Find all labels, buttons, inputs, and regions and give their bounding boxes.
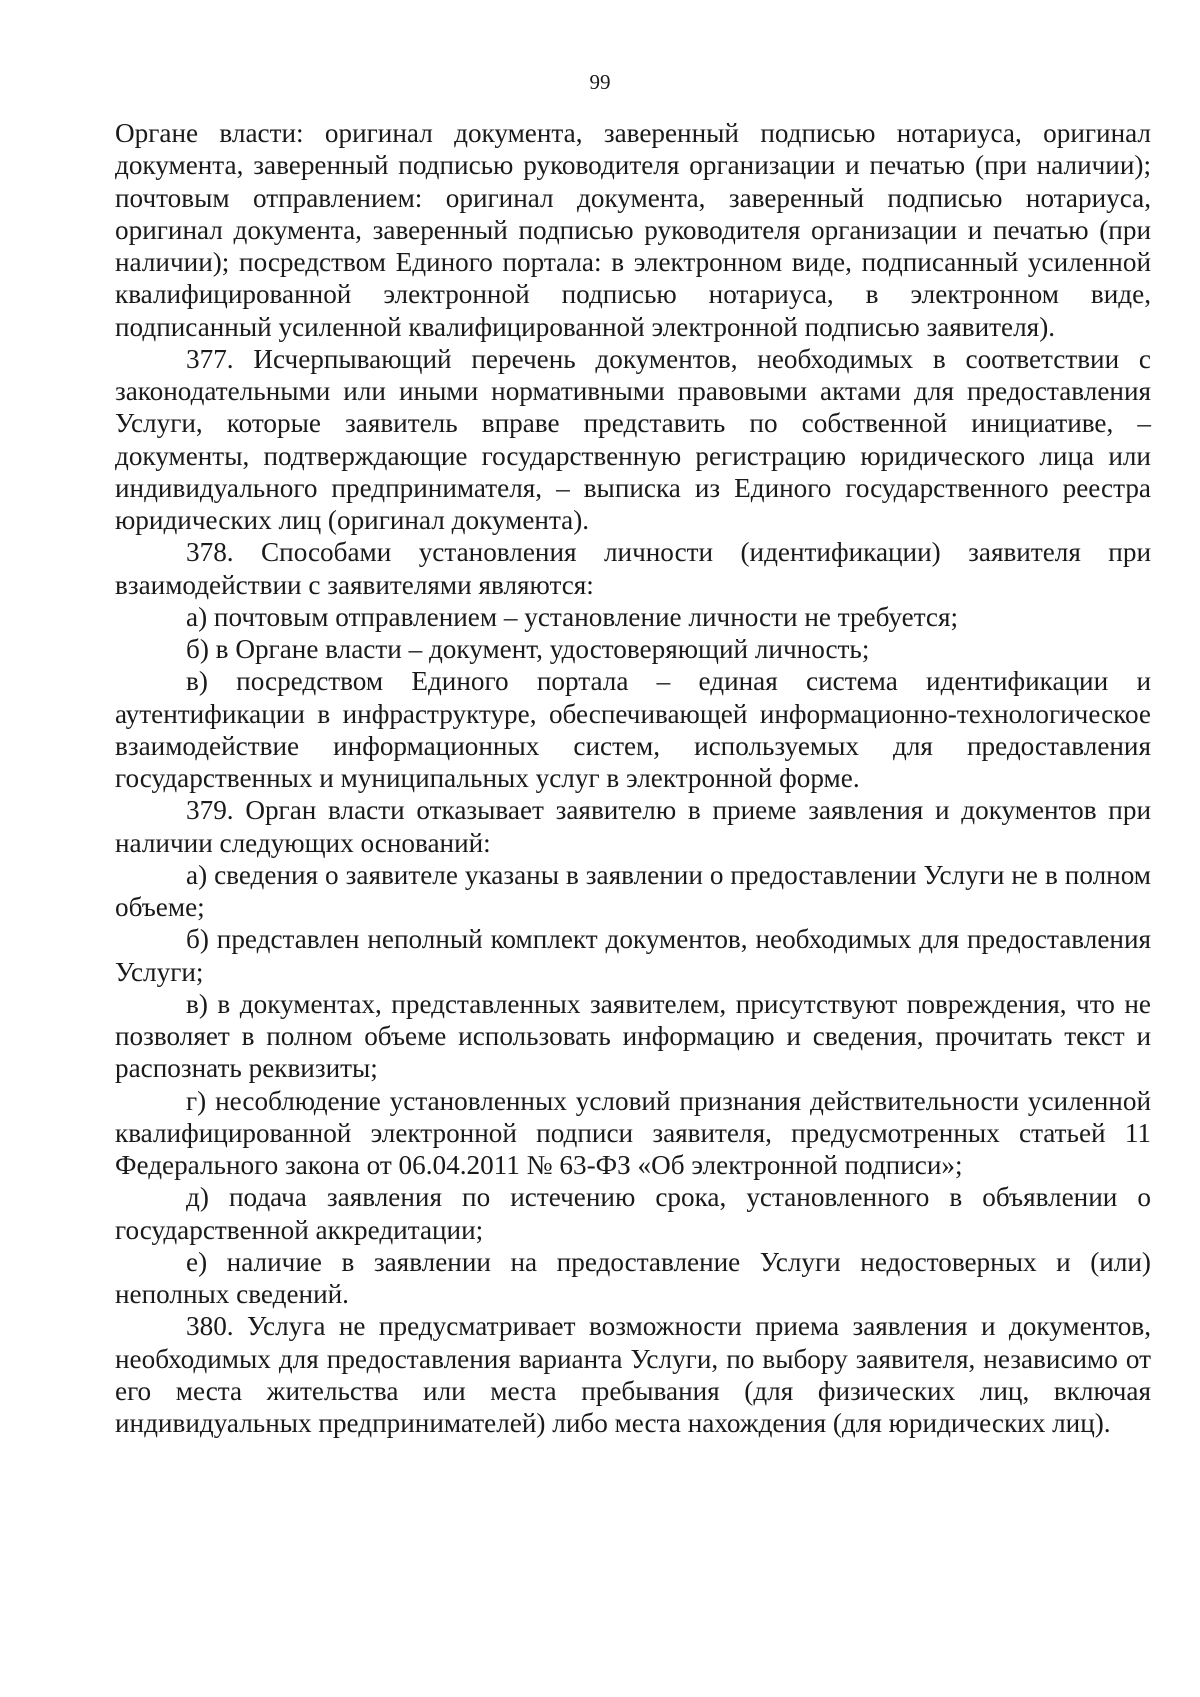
list-item-378-v: в) посредством Единого портала – единая система идентификации и аутентификации в инфраструктуре, обеспечивающей информационно-технологическое взаимодействие информационных систем, используемых для предоставления государственных и муниципальных услуг в электронной форме. [115,666,1151,793]
list-item-379-e: е) наличие в заявлении на предоставление Услуги недостоверных и (или) неполных сведений. [115,1246,1151,1309]
document-body [115,117,1151,1439]
list-item-379-v: в) в документах, представленных заявителем, присутствуют повреждения, что не позволяет в полном объеме использовать информацию и сведения, прочитать текст и распознать реквизиты; [115,988,1151,1084]
paragraph-380: 380. Услуга не предусматривает возможности приема заявления и документов, необходимых для предоставления варианта Услуги, по выбору заявителя, независимо от его места жительства или места пребывания (для физических лиц, включая индивидуальных предпринимателей) либо места нахождения (для юридических лиц). [115,1311,1151,1438]
page-number: 99 [589,70,611,94]
list-item-378-a: а) почтовым отправлением – установление личности не требуется; [186,601,959,632]
paragraph-378: 378. Способами установления личности (идентификации) заявителя при взаимодействии с заявителями являются: [115,537,1151,600]
paragraph-377: 377. Исчерпывающий перечень документов, необходимых в соответствии с законодательными или иными нормативными правовыми актами для предоставления Услуги, которые заявитель вправе представить по собственной инициативе, – документы, подтверждающие государственную регистрацию юридического лица или индивидуального предпринимателя, – выписка из Единого государственного реестра юридических лиц (оригинал документа). [115,343,1151,535]
list-item-379-a: а) сведения о заявителе указаны в заявлении о предоставлении Услуги не в полном объеме; [115,859,1151,922]
list-item-378-b: б) в Органе власти – документ, удостоверяющий личность; [186,634,870,664]
paragraph-continuation: Органе власти: оригинал документа, заверенный подписью нотариуса, оригинал документа, заверенный подписью руководителя организации и печатью (при наличии); почтовым отправлением: оригинал документа, заверенный подписью нотариуса, оригинал документа, заверенный подписью руководителя организации и печатью (при наличии); посредством Единого портала: в электронном виде, подписанный усиленной квалифицированной электронной подписью нотариуса, в электронном виде, подписанный усиленной квалифицированной электронной подписью заявителя). [115,118,1151,342]
list-item-379-d: д) подача заявления по истечению срока, установленного в объявлении о государственной аккредитации; [115,1182,1151,1245]
list-item-379-b: б) представлен неполный комплект документов, необходимых для предоставления Услуги; [115,924,1151,987]
list-item-379-g: г) несоблюдение установленных условий признания действительности усиленной квалифицированной электронной подписи заявителя, предусмотренных статьей 11 Федерального закона от 06.04.2011 № 63-ФЗ «Об электронной подписи»; [115,1085,1151,1180]
paragraph-379: 379. Орган власти отказывает заявителю в приеме заявления и документов при наличии следующих оснований: [115,795,1151,858]
